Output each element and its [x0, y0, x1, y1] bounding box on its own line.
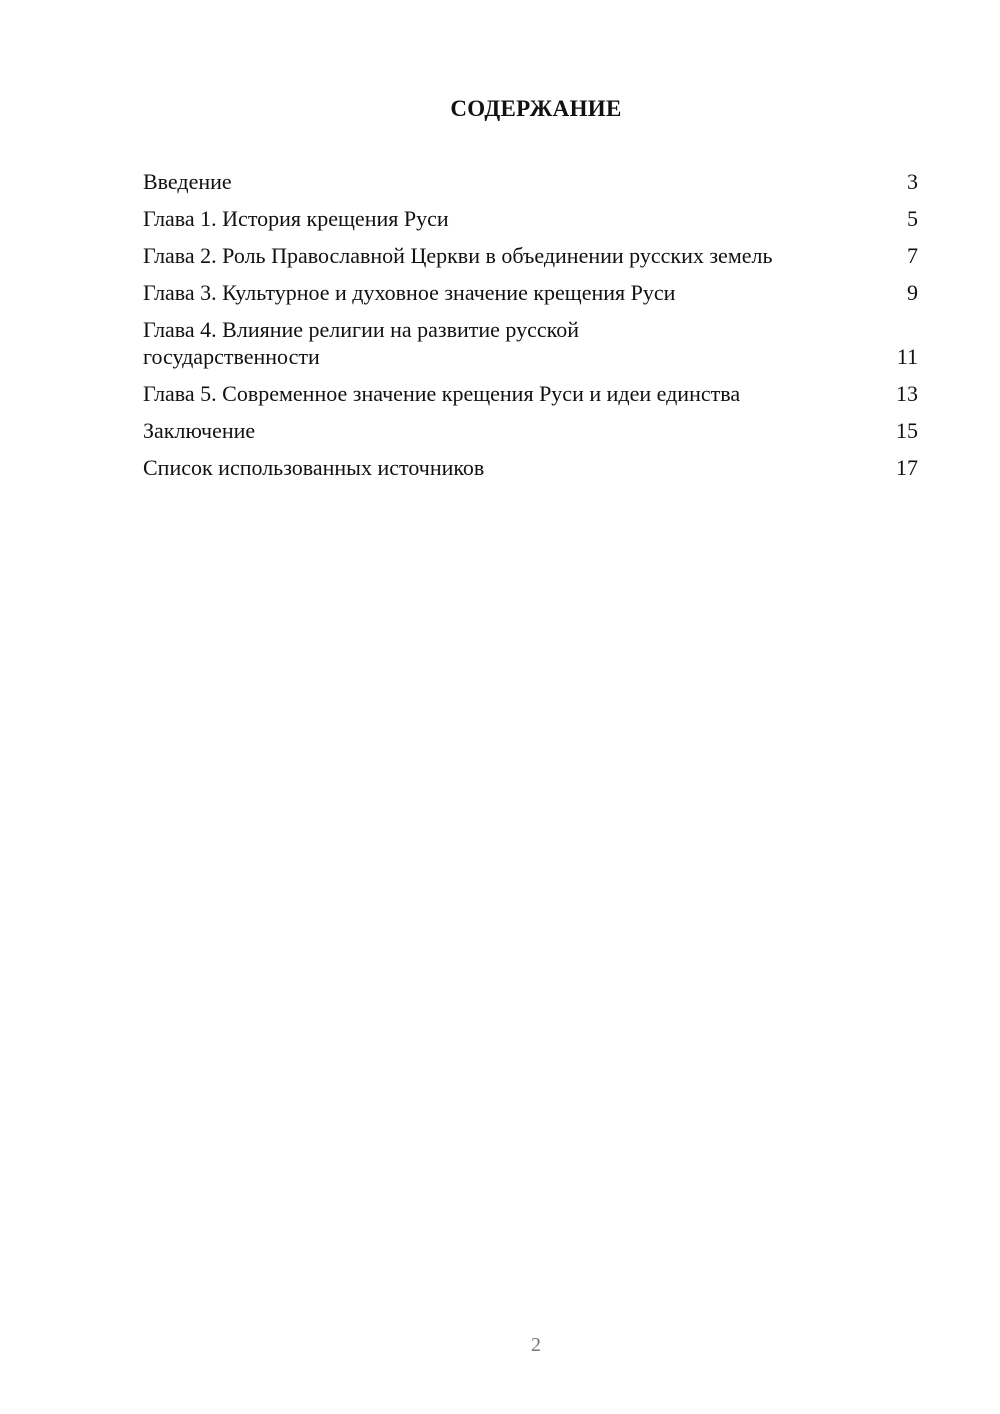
toc-entry-page: 9	[907, 280, 918, 305]
toc-entry-text: Глава 5. Современное значение крещения Руси и идеи единства	[143, 381, 741, 406]
toc-entry-chapter-1	[143, 205, 918, 232]
toc-entry-page: 5	[907, 206, 918, 231]
toc-entry-chapter-2	[143, 242, 918, 269]
toc-entry-page: 11	[896, 344, 918, 369]
toc-entry-chapter-5	[143, 380, 918, 407]
toc-entry-page: 15	[896, 418, 918, 443]
toc-entry-text: Глава 2. Роль Православной Церкви в объединении русских земель	[143, 243, 773, 268]
toc-entry-introduction	[143, 168, 918, 195]
toc-entry-text: Глава 3. Культурное и духовное значение крещения Руси	[143, 280, 676, 305]
toc-entry-text: Список использованных источников	[143, 455, 485, 480]
toc-entry-text: Заключение	[143, 418, 256, 443]
page-number: 2	[531, 1334, 541, 1356]
toc-entry-text: Введение	[143, 169, 232, 194]
toc-entry-page: 13	[896, 381, 918, 406]
toc-entry-text: Глава 4. Влияние религии на развитие русской государственности	[143, 317, 580, 369]
toc-entry-conclusion	[143, 417, 918, 444]
page-title: СОДЕРЖАНИЕ	[450, 96, 622, 121]
toc-entry-page: 7	[907, 243, 918, 268]
toc-entry-references	[143, 454, 918, 481]
toc-entry-chapter-3	[143, 279, 918, 306]
toc-entry-page: 3	[907, 169, 918, 194]
toc-entry-chapter-4	[143, 316, 918, 370]
toc-entry-text: Глава 1. История крещения Руси	[143, 206, 449, 231]
table-of-contents	[143, 168, 918, 491]
toc-entry-page: 17	[896, 455, 918, 480]
